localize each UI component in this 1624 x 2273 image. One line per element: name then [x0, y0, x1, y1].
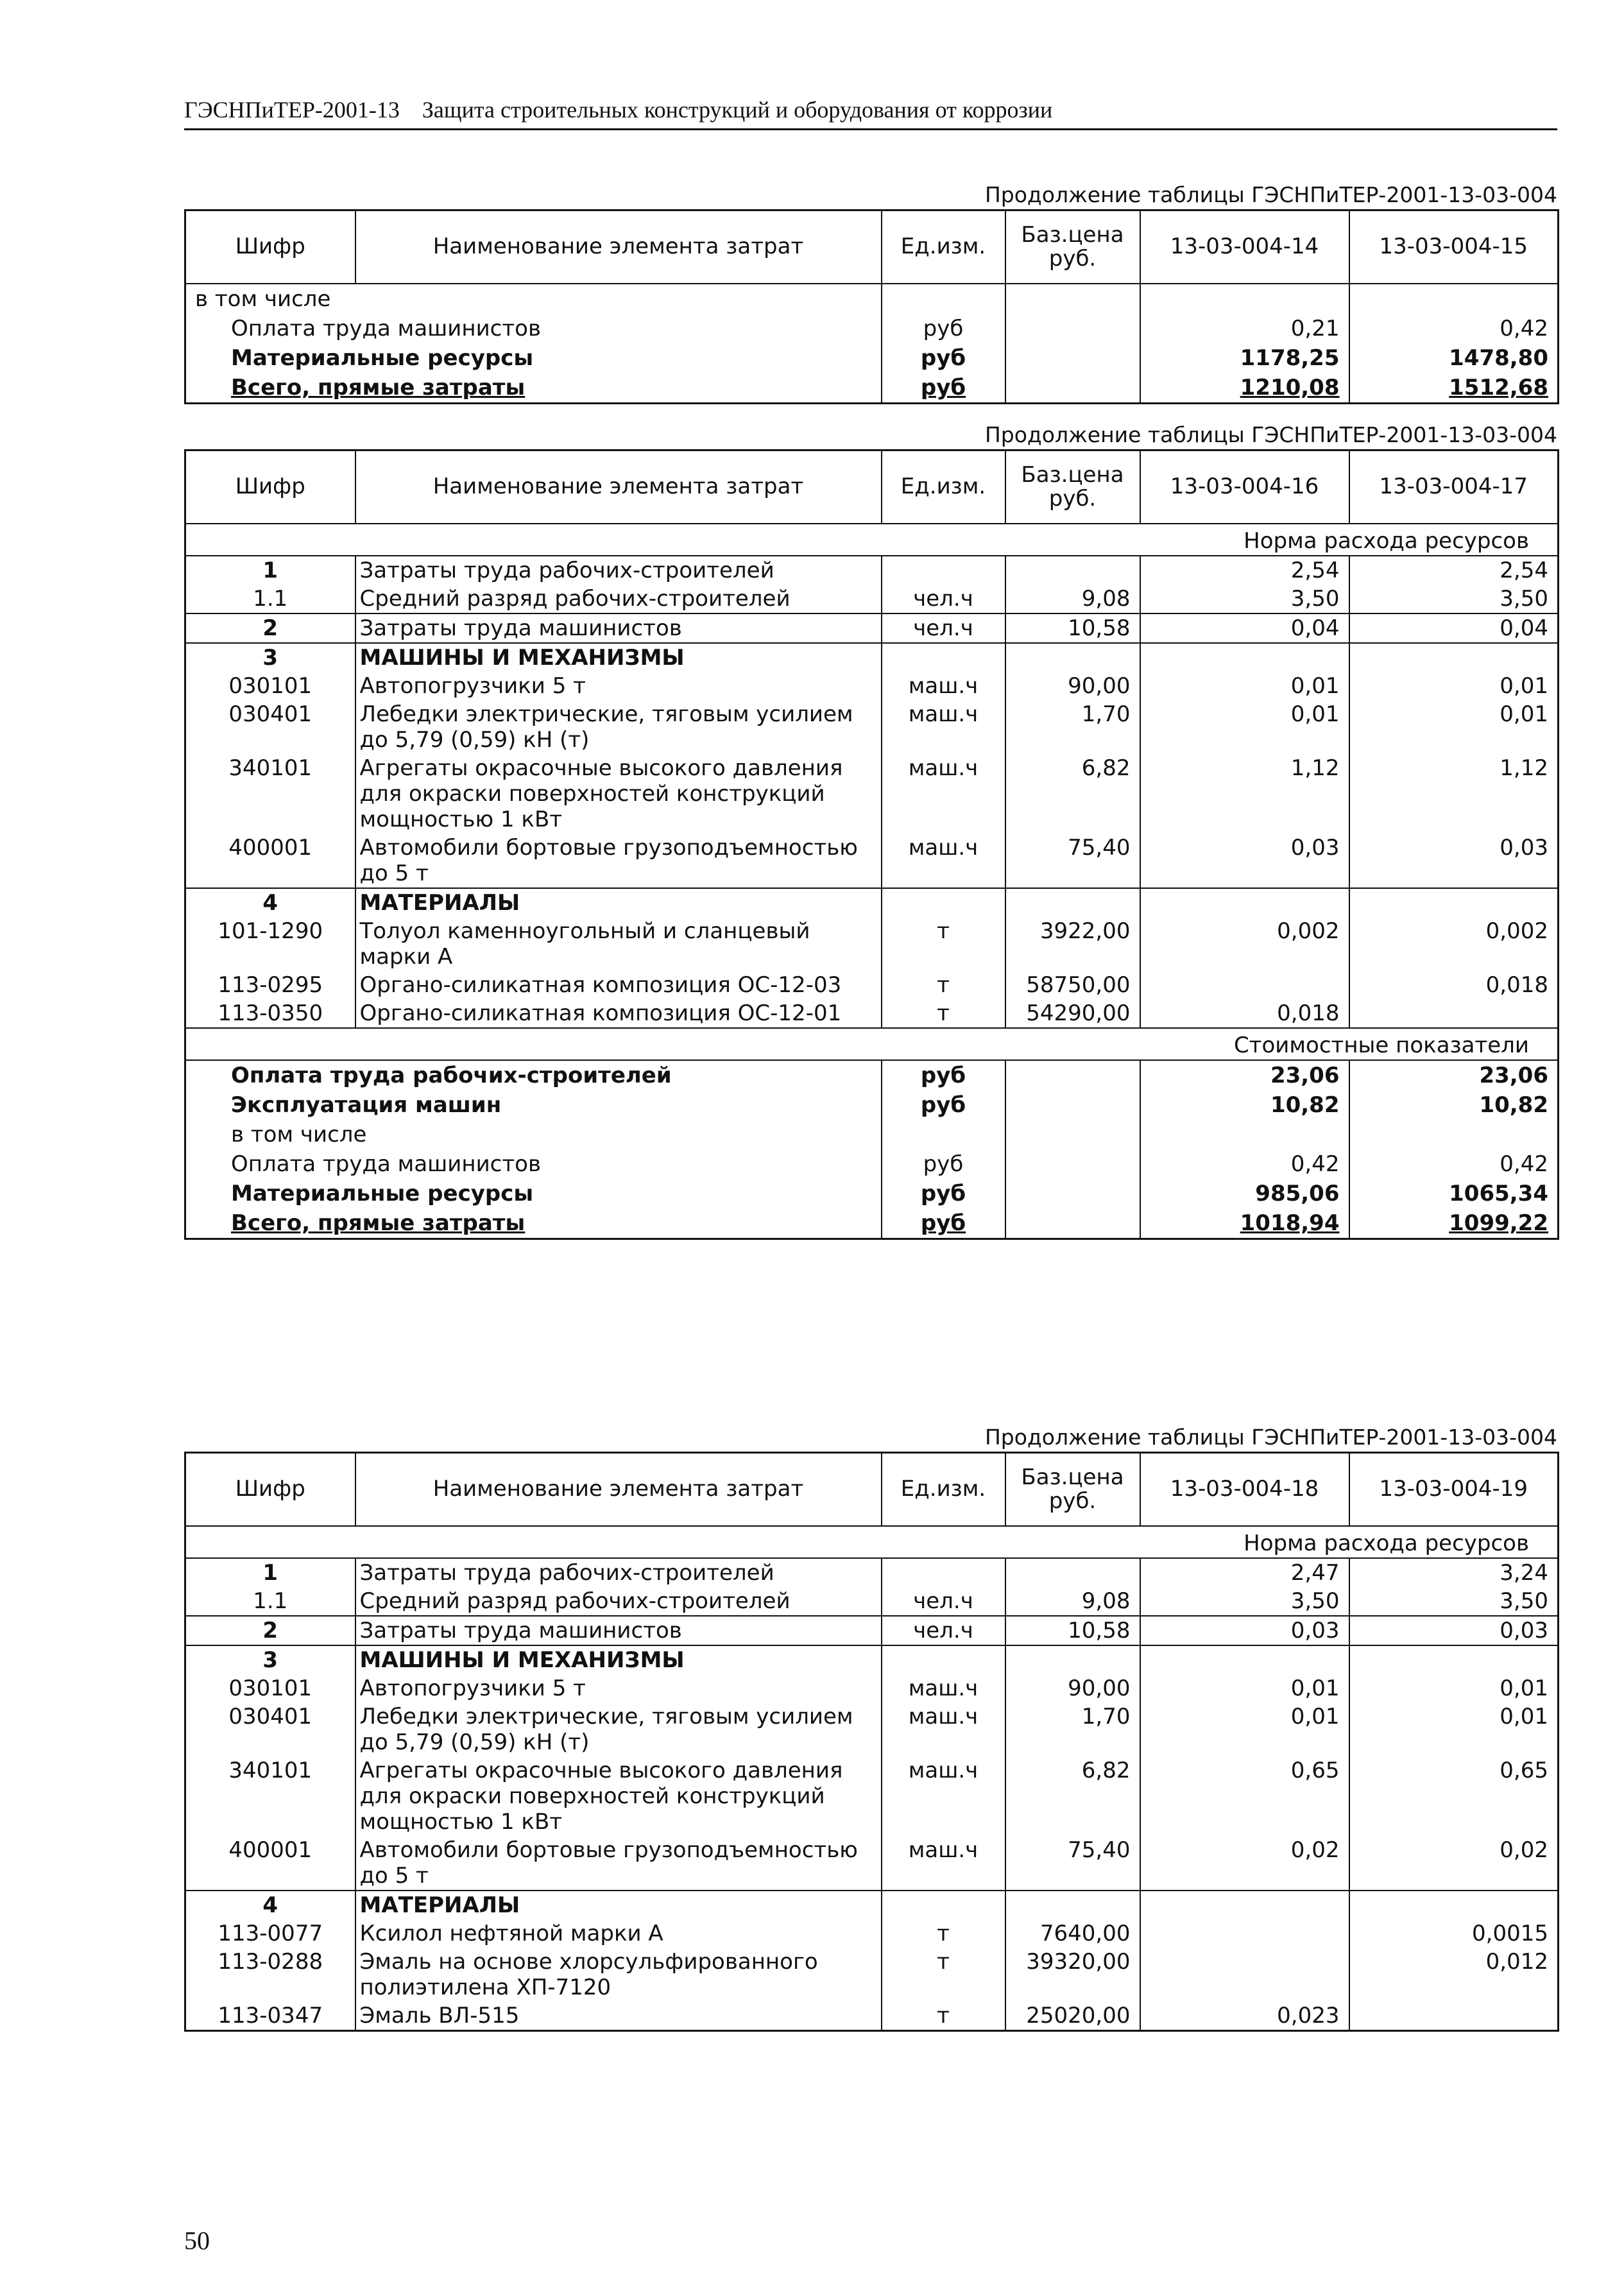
col-unit: Ед.изм.: [882, 450, 1005, 524]
table-row: 113-0347 Эмаль ВЛ-515 т 25020,00 0,023: [185, 2002, 1559, 2031]
col-cipher: Шифр: [185, 1453, 355, 1527]
table-row: 030401 Лебедки электрические, тяговым усилием до 5,79 (0,59) кН (т) маш.ч 1,70 0,01 0,01: [185, 700, 1559, 754]
section-row-materials: 4 МАТЕРИАЛЫ: [185, 888, 1559, 917]
col-name: Наименование элемента затрат: [355, 210, 882, 284]
col-price: Баз.цена руб.: [1005, 1453, 1140, 1527]
summary-row: Материальные ресурсы руб 985,06 1065,34: [185, 1179, 1559, 1208]
table-row: 400001 Автомобили бортовые грузоподъемностью до 5 т маш.ч 75,40 0,03 0,03: [185, 834, 1559, 888]
summary-row: Всего, прямые затраты руб 1210,08 1512,68: [185, 373, 1559, 404]
continuation-caption: Продолжение таблицы ГЭСНПиТЕР-2001-13-03-004: [984, 1425, 1557, 1450]
table-row: 030101 Автопогрузчики 5 т маш.ч 90,00 0,01 0,01: [185, 1674, 1559, 1703]
table-header-row: [185, 1453, 1559, 1527]
col-cipher: Шифр: [185, 450, 355, 524]
table-row: 030401 Лебедки электрические, тяговым усилием до 5,79 (0,59) кН (т) маш.ч 1,70 0,01 0,01: [185, 1703, 1559, 1756]
col-name: Наименование элемента затрат: [355, 450, 882, 524]
summary-row: в том числе: [185, 284, 1559, 314]
col-rate-b: 13-03-004-17: [1349, 450, 1559, 524]
section-band-cost: Стоимостные показатели: [185, 1028, 1559, 1060]
table-row: 2 Затраты труда машинистов чел.ч 10,58 0,03 0,03: [185, 1616, 1559, 1645]
table-header-row: [185, 450, 1559, 524]
section-band-norms: Норма расхода ресурсов: [185, 524, 1559, 556]
table-row: 113-0288 Эмаль на основе хлорсульфированного полиэтилена ХП-7120 т 39320,00 0,012: [185, 1948, 1559, 2002]
col-rate-a: 13-03-004-18: [1140, 1453, 1349, 1527]
table-row: 030101 Автопогрузчики 5 т маш.ч 90,00 0,01 0,01: [185, 672, 1559, 700]
col-cipher: Шифр: [185, 210, 355, 284]
cost-table-14-15: [184, 209, 1559, 404]
col-rate-a: 13-03-004-14: [1140, 210, 1349, 284]
section-row-machines: 3 МАШИНЫ И МЕХАНИЗМЫ: [185, 643, 1559, 672]
section-band-norms: Норма расхода ресурсов: [185, 1526, 1559, 1558]
table-header-row: [185, 210, 1559, 284]
table-row: 1 Затраты труда рабочих-строителей 2,54 2,54: [185, 556, 1559, 585]
table-row: 400001 Автомобили бортовые грузоподъемностью до 5 т маш.ч 75,40 0,02 0,02: [185, 1836, 1559, 1891]
col-price: Баз.цена руб.: [1005, 450, 1140, 524]
table-row: 101-1290 Толуол каменноугольный и сланцевый марки А т 3922,00 0,002 0,002: [185, 917, 1559, 971]
summary-row: Оплата труда рабочих-строителей руб 23,06 23,06: [185, 1060, 1559, 1090]
col-unit: Ед.изм.: [882, 210, 1005, 284]
table-row: 113-0295 Органо-силикатная композиция ОС-12-03 т 58750,00 0,018: [185, 971, 1559, 999]
summary-row: Эксплуатация машин руб 10,82 10,82: [185, 1090, 1559, 1120]
col-name: Наименование элемента затрат: [355, 1453, 882, 1527]
continuation-caption: Продолжение таблицы ГЭСНПиТЕР-2001-13-03-004: [984, 422, 1557, 447]
table-row: 340101 Агрегаты окрасочные высокого давления для окраски поверхностей конструкций мощностью 1 кВт маш.ч 6,82 1,12 1,12: [185, 754, 1559, 834]
table-row: 113-0350 Органо-силикатная композиция ОС-12-01 т 54290,00 0,018: [185, 999, 1559, 1028]
section-row-materials: 4 МАТЕРИАЛЫ: [185, 1891, 1559, 1919]
summary-row: Оплата труда машинистов руб 0,21 0,42: [185, 314, 1559, 343]
table-row: 2 Затраты труда машинистов чел.ч 10,58 0,04 0,04: [185, 613, 1559, 643]
table-row: 340101 Агрегаты окрасочные высокого давления для окраски поверхностей конструкций мощностью 1 кВт маш.ч 6,82 0,65 0,65: [185, 1756, 1559, 1836]
col-unit: Ед.изм.: [882, 1453, 1005, 1527]
col-price: Баз.цена руб.: [1005, 210, 1140, 284]
page-number: 50: [184, 2226, 210, 2255]
summary-row: в том числе: [185, 1120, 1559, 1149]
cost-table-16-17: [184, 449, 1559, 1240]
continuation-caption: Продолжение таблицы ГЭСНПиТЕР-2001-13-03-004: [984, 182, 1557, 207]
section-row-machines: 3 МАШИНЫ И МЕХАНИЗМЫ: [185, 1645, 1559, 1674]
col-rate-b: 13-03-004-19: [1349, 1453, 1559, 1527]
table-row: 113-0077 Ксилол нефтяной марки А т 7640,00 0,0015: [185, 1919, 1559, 1948]
table-row: 1.1 Средний разряд рабочих-строителей чел.ч 9,08 3,50 3,50: [185, 1587, 1559, 1616]
col-rate-a: 13-03-004-16: [1140, 450, 1349, 524]
col-rate-b: 13-03-004-15: [1349, 210, 1559, 284]
table-row: 1.1 Средний разряд рабочих-строителей чел.ч 9,08 3,50 3,50: [185, 585, 1559, 613]
document-title: Защита строительных конструкций и оборудования от коррозии: [422, 97, 1053, 123]
summary-row: Оплата труда машинистов руб 0,42 0,42: [185, 1149, 1559, 1179]
cost-table-18-19: [184, 1452, 1559, 2032]
summary-row: Всего, прямые затраты руб 1018,94 1099,22: [185, 1208, 1559, 1239]
document-code: ГЭСНПиТЕР-2001-13: [184, 97, 400, 123]
document-running-header: [184, 96, 1557, 130]
summary-row: Материальные ресурсы руб 1178,25 1478,80: [185, 343, 1559, 373]
table-row: 1 Затраты труда рабочих-строителей 2,47 3,24: [185, 1558, 1559, 1587]
